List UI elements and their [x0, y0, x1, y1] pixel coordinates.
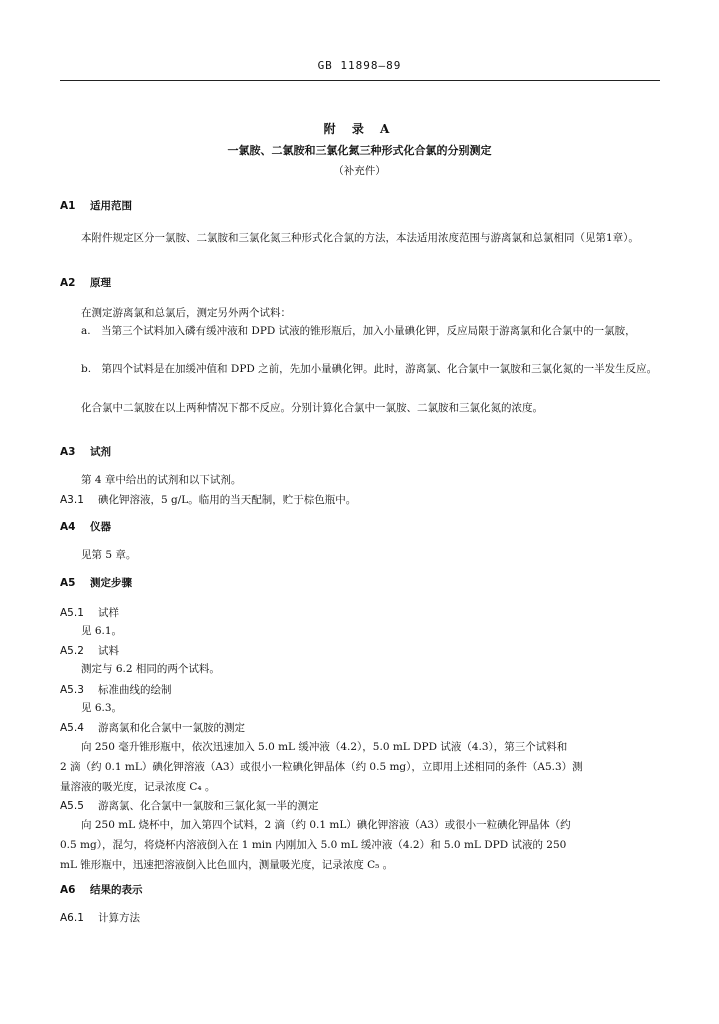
annex-title: 附 录 A: [323, 122, 396, 136]
subsection-title: 游离氯、化合氯中一氯胺和三氯化氮一半的测定: [98, 800, 319, 812]
section-number: A5: [60, 577, 76, 589]
annex-subtitle: 一氯胺、二氯胺和三氯化氮三种形式化合氯的分别测定: [227, 144, 492, 157]
subsection-title: 游离氯和化合氯中一氯胺的测定: [98, 722, 245, 734]
subsection-a5-5: [60, 796, 319, 816]
section-a6-heading: [60, 880, 143, 900]
subsection-title: 试料: [98, 645, 119, 657]
section-number: A1: [60, 200, 76, 212]
section-title: 结果的表示: [90, 884, 143, 896]
subsection-a3-1: [60, 490, 356, 510]
section-a2-conclusion: 化合氯中二氯胺在以上两种情况下都不反应。分别计算化合氯中一氯胺、二氯胺和三氯化氮的浓度。: [81, 402, 543, 414]
section-a2-item-a: a. 当第三个试料加入磷有缓冲液和 DPD 试液的锥形瓶后，加入小量碘化钾，反应局限于游离氯和化合氯中的一氯胺，: [81, 325, 636, 337]
section-a1-text: 本附件规定区分一氯胺、二氯胺和三氯化氮三种形式化合氯的方法，本法适用浓度范围与游离氯和总氯相同（见第1章）。: [81, 232, 639, 244]
subsection-a5-3-text: 见 6.3。: [81, 702, 123, 714]
section-title: 适用范围: [90, 200, 132, 212]
subsection-a5-2: [60, 641, 119, 661]
subsection-a5-2-text: 测定与 6.2 相同的两个试料。: [81, 663, 220, 675]
subsection-a5-5-line-2: 0.5 mg），混匀，将烧杯内溶液倒入在 1 min 内刚加入 5.0 mL 缓冲液（4.2）和 5.0 mL DPD 试液的 250: [60, 839, 567, 851]
section-a4-heading: [60, 517, 111, 537]
subsection-title: 试样: [98, 607, 119, 619]
subsection-title: 计算方法: [98, 912, 140, 924]
annex-note: （补充件）: [333, 165, 386, 177]
subsection-title: 标准曲线的绘制: [98, 684, 172, 696]
section-number: A2: [60, 277, 76, 289]
section-title: 测定步骤: [90, 577, 132, 589]
subsection-number: A3.1: [60, 494, 84, 506]
section-a3-intro: 第 4 章中给出的试剂和以下试剂。: [81, 474, 242, 486]
subsection-a5-1: [60, 603, 119, 623]
subsection-a5-4: [60, 718, 245, 738]
standard-number-header: GB 11898—89: [317, 59, 402, 72]
subsection-a5-3: [60, 680, 172, 700]
section-a3-heading: [60, 442, 111, 462]
section-title: 原理: [90, 277, 111, 289]
section-number: A3: [60, 446, 76, 458]
section-a5-heading: [60, 573, 132, 593]
subsection-a5-4-line-3: 量溶液的吸光度，记录浓度 C₄ 。: [60, 781, 216, 793]
section-a2-intro: 在测定游离氯和总氯后，测定另外两个试料：: [81, 307, 291, 319]
section-a2-heading: [60, 273, 111, 293]
subsection-a5-1-text: 见 6.1。: [81, 625, 123, 637]
section-title: 仪器: [90, 521, 111, 533]
subsection-number: A5.4: [60, 722, 84, 734]
subsection-number: A6.1: [60, 912, 84, 924]
subsection-a6-1: [60, 908, 140, 928]
subsection-number: A5.5: [60, 800, 84, 812]
section-a1-heading: [60, 196, 132, 216]
section-a4-text: 见第 5 章。: [81, 549, 137, 561]
section-number: A6: [60, 884, 76, 896]
subsection-a5-4-line-2: 2 滴（约 0.1 mL）碘化钾溶液（A3）或很小一粒碘化钾晶体（约 0.5 mg），立即用上述相同的条件（A5.3）测: [60, 761, 583, 773]
subsection-a5-5-line-1: 向 250 mL 烧杯中，加入第四个试料，2 滴（约 0.1 mL）碘化钾溶液（A3）或很小一粒碘化钾晶体（约: [81, 819, 571, 831]
subsection-a5-4-line-1: 向 250 毫升锥形瓶中，依次迅速加入 5.0 mL 缓冲液（4.2），5.0 mL DPD 试液（4.3），第三个试料和: [81, 741, 568, 753]
subsection-a5-5-line-3: mL 锥形瓶中，迅速把溶液倒入比色皿内，测量吸光度，记录浓度 C₅ 。: [60, 859, 394, 871]
section-a2-item-b: b. 第四个试料是在加缓冲值和 DPD 之前，先加小量碘化钾。此时，游离氯、化合氯中一氯胺和三氯化氮的一半发生反应。: [81, 363, 658, 375]
subsection-number: A5.3: [60, 684, 84, 696]
subsection-text: 碘化钾溶液，5 g/L。临用的当天配制，贮于棕色瓶中。: [98, 494, 357, 506]
header-rule: [60, 80, 660, 81]
section-title: 试剂: [90, 446, 111, 458]
subsection-number: A5.2: [60, 645, 84, 657]
section-number: A4: [60, 521, 76, 533]
subsection-number: A5.1: [60, 607, 84, 619]
